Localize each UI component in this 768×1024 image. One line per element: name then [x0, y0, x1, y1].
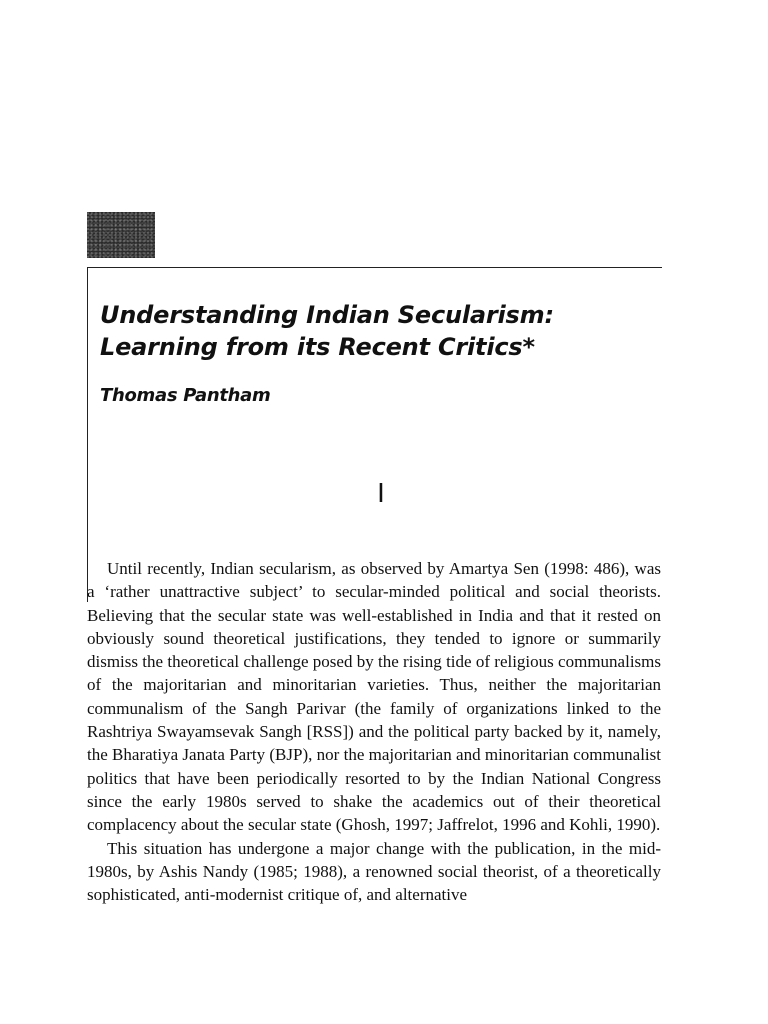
- section-number: I: [377, 479, 385, 509]
- header-rule: [87, 267, 662, 268]
- paragraph-1: Until recently, Indian secularism, as observed by Amartya Sen (1998: 486), was a ‘rather unattractive subject’ to secular-minded political and social theorists. Believing that the secular state was well-established in India and that it rested on obviously sound theoretical justifications, they tended to ignore or summarily dismiss the theoretical challenge posed by the rising tide of religious communalisms of the majoritarian and minoritarian varieties. Thus, neither the majoritarian communalism of the Sangh Parivar (the family of organizations linked to the Rashtriya Swayamsevak Sangh [RSS]) and the political party backed by it, namely, the Bharatiya Janata Party (BJP), nor the majoritarian and minoritarian communalist politics that have been periodically resorted to by the Indian National Congress since the early 1980s served to shake the academics out of their theoretical complacency about the secular state (Ghosh, 1997; Jaffrelot, 1996 and Kohli, 1990).: [87, 559, 661, 835]
- chapter-author: Thomas Pantham: [100, 385, 271, 406]
- body-text: [87, 557, 661, 906]
- chapter-title-line-1: Understanding Indian Secularism:: [100, 301, 554, 329]
- chapter-title-line-2: Learning from its Recent Critics*: [100, 333, 535, 361]
- paragraph-2: This situation has undergone a major change with the publication, in the mid-1980s, by Ashis Nandy (1985; 1988), a renowned social theorist, of a theoretically sophisticated, anti-modernist critique of, and alternative: [87, 838, 661, 905]
- chapter-title: [100, 299, 554, 363]
- side-rule: [87, 267, 88, 602]
- chapter-number-block: [87, 212, 155, 258]
